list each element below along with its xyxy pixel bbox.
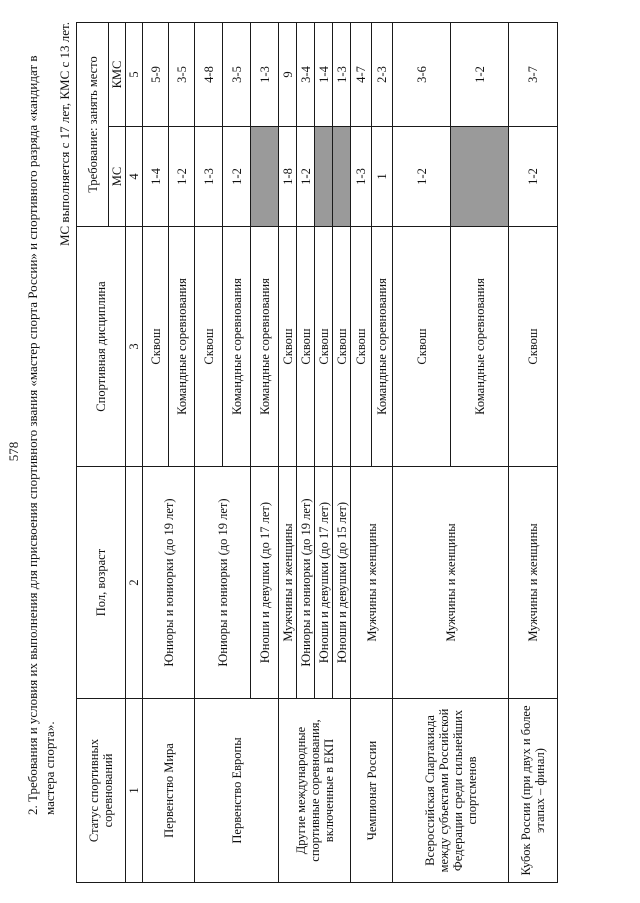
- kms-cell: 3-6: [393, 23, 451, 127]
- status-cell: Первенство Мира: [143, 699, 195, 883]
- sex-age-cell: Мужчины и женщины: [393, 467, 509, 699]
- ms-cell: 1-2: [223, 127, 251, 227]
- discipline-cell: Сквош: [279, 227, 297, 467]
- col-number: 3: [126, 227, 143, 467]
- ms-cell-shaded: [315, 127, 333, 227]
- discipline-cell: Сквош: [297, 227, 315, 467]
- discipline-cell: Сквош: [143, 227, 169, 467]
- ms-cell: 1-2: [169, 127, 195, 227]
- ms-cell: 1: [372, 127, 393, 227]
- ms-cell: 1-3: [351, 127, 372, 227]
- header-row: [77, 23, 109, 883]
- kms-cell: 5-9: [143, 23, 169, 127]
- col-number: 1: [126, 699, 143, 883]
- discipline-cell: Сквош: [195, 227, 223, 467]
- header-requirement: Требование: занять место: [77, 23, 109, 227]
- col-number: 2: [126, 467, 143, 699]
- ms-cell: 1-8: [279, 127, 297, 227]
- status-cell: Другие международные спортивные соревнования, включенные в ЕКП: [279, 699, 351, 883]
- table-row: [195, 23, 223, 883]
- kms-cell: 9: [279, 23, 297, 127]
- sex-age-cell: Юноши и девушки (до 17 лет): [315, 467, 333, 699]
- discipline-cell: Командные соревнования: [169, 227, 195, 467]
- kms-cell: 1-4: [315, 23, 333, 127]
- ms-cell: 1-3: [195, 127, 223, 227]
- intro-paragraph: 2. Требования и условия их выполнения для присвоения спортивного звания «мастер спорта России» и спортивного разряда «кандидат в мастера спорта».: [25, 55, 57, 815]
- ms-cell: 1-2: [509, 127, 558, 227]
- sex-age-cell: Юноши и девушки (до 15 лет): [333, 467, 351, 699]
- ms-cell: 1-4: [143, 127, 169, 227]
- page-number: 578: [6, 441, 21, 462]
- sex-age-cell: Мужчины и женщины: [509, 467, 558, 699]
- ms-cell-shaded: [451, 127, 509, 227]
- sex-age-cell: Юниоры и юниорки (до 19 лет): [143, 467, 195, 699]
- col-number: 4: [126, 127, 143, 227]
- kms-cell: 1-3: [251, 23, 279, 127]
- header-status: Статус спортивных соревнований: [77, 699, 126, 883]
- age-note: МС выполняется с 17 лет, КМС с 13 лет.: [57, 22, 72, 247]
- table-row: [509, 23, 558, 883]
- table-row: [393, 23, 451, 883]
- sex-age-cell: Мужчины и женщины: [351, 467, 393, 699]
- table-row: [143, 23, 169, 883]
- sex-age-cell: Юниоры и юниорки (до 19 лет): [195, 467, 251, 699]
- header-ms: МС: [109, 127, 126, 227]
- header-discipline: Спортивная дисциплина: [77, 227, 126, 467]
- status-cell: Кубок России (при двух и более этапах – финал): [509, 699, 558, 883]
- status-cell: Чемпионат России: [351, 699, 393, 883]
- discipline-cell: Сквош: [509, 227, 558, 467]
- discipline-cell: Командные соревнования: [223, 227, 251, 467]
- kms-cell: 2-3: [372, 23, 393, 127]
- header-sex-age: Пол, возраст: [77, 467, 126, 699]
- ms-cell: 1-2: [393, 127, 451, 227]
- kms-cell: 1-3: [333, 23, 351, 127]
- discipline-cell: Командные соревнования: [451, 227, 509, 467]
- discipline-cell: Сквош: [393, 227, 451, 467]
- status-cell: Всероссийская Спартакиада между субъектами Российской Федерации среди сильнейших спортсменов: [393, 699, 509, 883]
- sex-age-cell: Юниоры и юниорки (до 19 лет): [297, 467, 315, 699]
- sex-age-cell: Юноши и девушки (до 17 лет): [251, 467, 279, 699]
- discipline-cell: Командные соревнования: [372, 227, 393, 467]
- ms-cell: 1-2: [297, 127, 315, 227]
- col-number: 5: [126, 23, 143, 127]
- discipline-cell: Сквош: [351, 227, 372, 467]
- kms-cell: 3-5: [169, 23, 195, 127]
- header-kms: КМС: [109, 23, 126, 127]
- discipline-cell: Сквош: [333, 227, 351, 467]
- requirements-table: [76, 22, 558, 883]
- kms-cell: 3-4: [297, 23, 315, 127]
- kms-cell: 1-2: [451, 23, 509, 127]
- sex-age-cell: Мужчины и женщины: [279, 467, 297, 699]
- table-row: [351, 23, 372, 883]
- ms-cell-shaded: [251, 127, 279, 227]
- discipline-cell: Командные соревнования: [251, 227, 279, 467]
- column-number-row: [126, 23, 143, 883]
- kms-cell: 3-7: [509, 23, 558, 127]
- kms-cell: 3-5: [223, 23, 251, 127]
- discipline-cell: Сквош: [315, 227, 333, 467]
- status-cell: Первенство Европы: [195, 699, 279, 883]
- table-row: [279, 23, 297, 883]
- kms-cell: 4-8: [195, 23, 223, 127]
- kms-cell: 4-7: [351, 23, 372, 127]
- ms-cell-shaded: [333, 127, 351, 227]
